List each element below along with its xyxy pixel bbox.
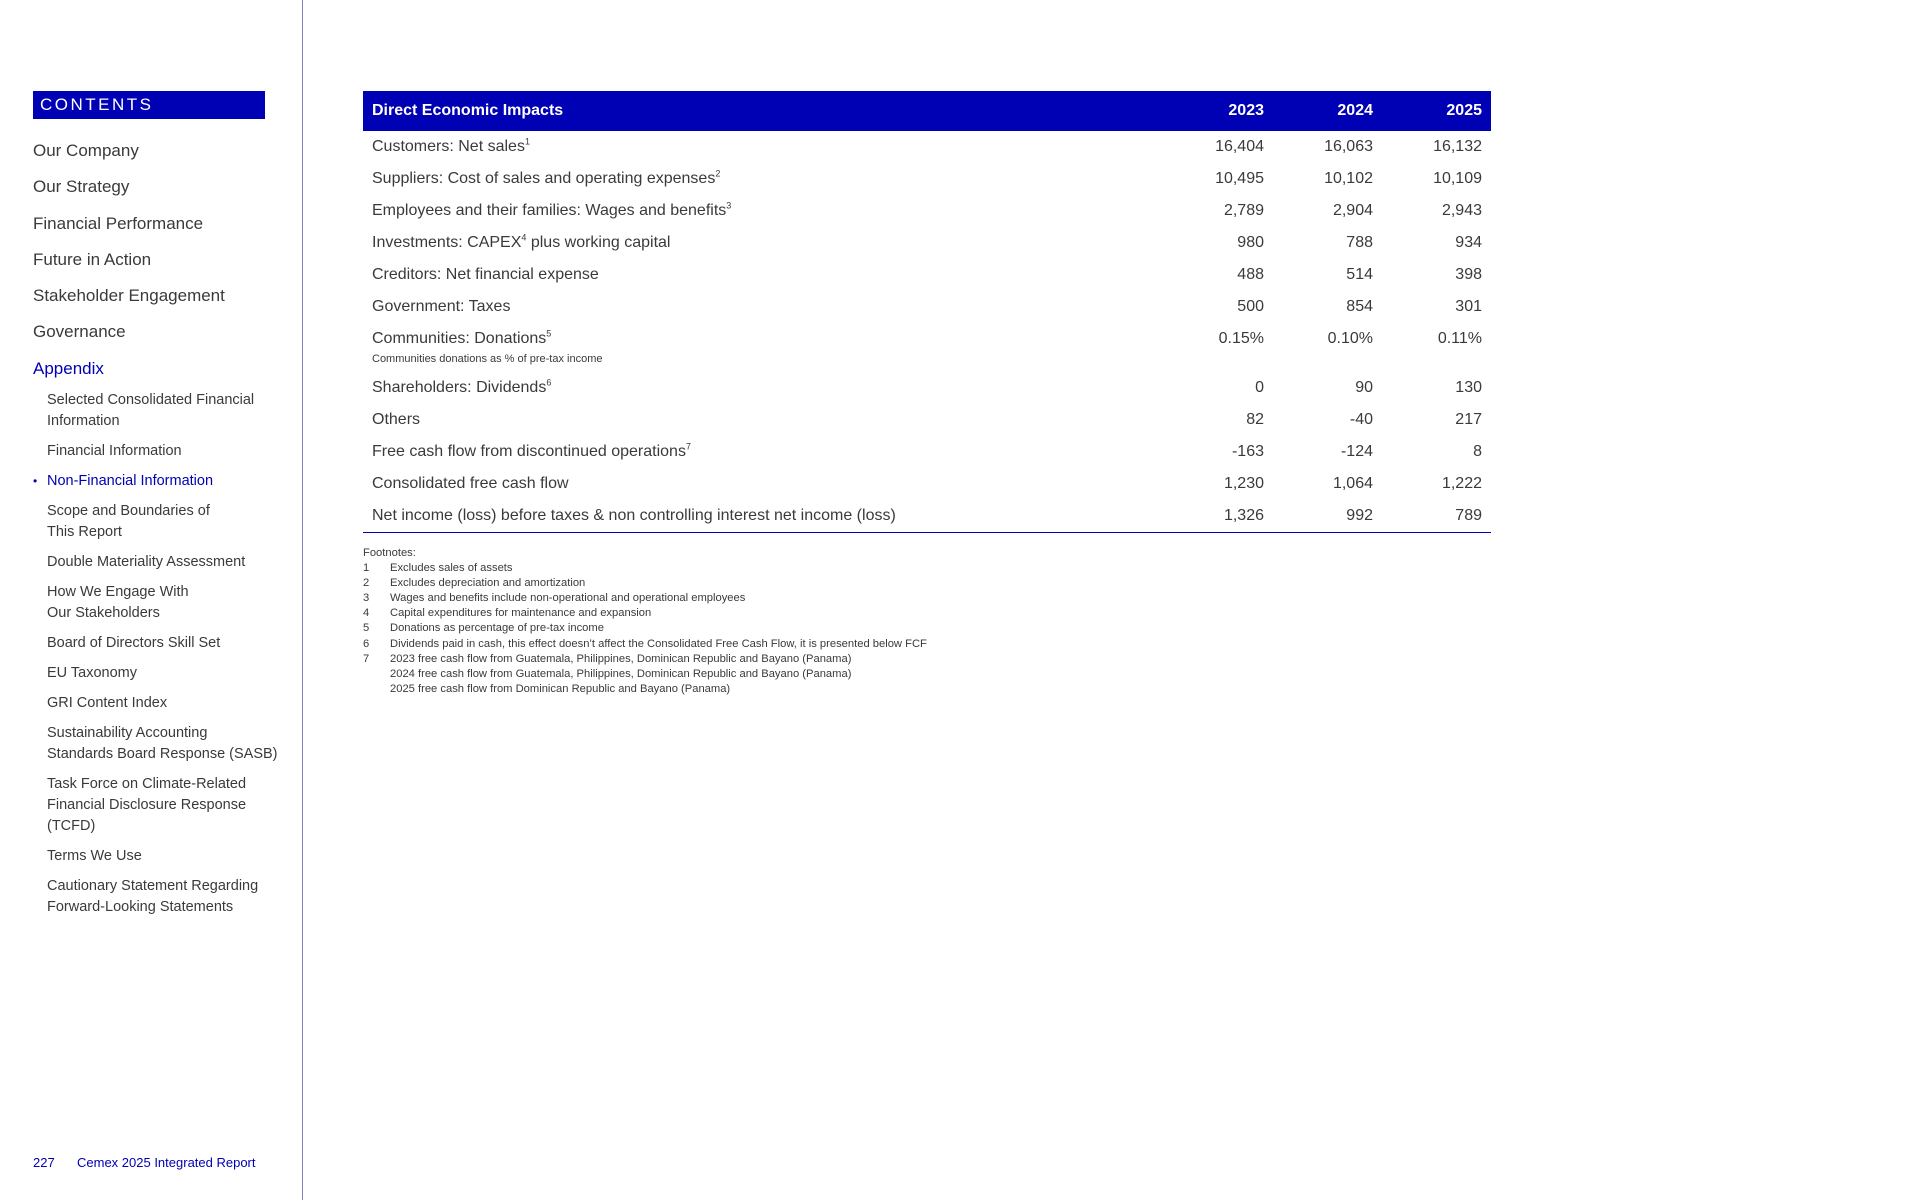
footnote-text: Wages and benefits include non-operational and operational employees (390, 592, 746, 605)
cell-value-2023: 488 (1237, 266, 1264, 283)
cell-value-2024: -40 (1349, 411, 1373, 428)
cell-value-2024: -124 (1340, 443, 1373, 460)
row-label-text: Employees and their families: Wages and benefits (372, 202, 727, 219)
table-row (363, 404, 1491, 436)
table-row (363, 372, 1491, 404)
footnote-number: 6 (363, 637, 370, 650)
nav-subitem-label: Forward-Looking Statements (47, 899, 234, 916)
footnote-ref: 7 (685, 441, 691, 452)
table-body (363, 131, 1491, 532)
row-label-text: Creditors: Net financial expense (372, 266, 599, 283)
row-label (363, 163, 1164, 195)
footnote (363, 652, 927, 667)
footnote-text: 2024 free cash flow from Guatemala, Philippines, Dominican Republic and Bayano (Panama) (390, 667, 852, 680)
row-label (363, 468, 1164, 500)
nav-subitem-cautionary-statement-regarding-forward-looking-statements[interactable] (33, 876, 293, 918)
cell-value-2024: 16,063 (1324, 138, 1373, 155)
table-row (363, 436, 1491, 468)
footnotes (363, 546, 927, 697)
nav-subitem-label: GRI Content Index (47, 695, 168, 712)
nav-item-appendix[interactable]: Appendix (33, 358, 104, 378)
table-header-label: Direct Economic Impacts (363, 91, 1164, 131)
table-row (363, 163, 1491, 195)
cell-value-2025: 301 (1455, 298, 1482, 315)
nav-subitem-label: This Report (47, 524, 122, 541)
nav-subitem-label: Standards Board Response (SASB) (47, 746, 278, 763)
row-note: Communities donations as % of pre-tax income (372, 353, 603, 365)
nav-subitem-label: Financial Information (47, 443, 182, 460)
footnote (363, 667, 927, 682)
table-row (363, 468, 1491, 500)
cell-value-2024: 10,102 (1324, 170, 1373, 187)
footnote-number: 5 (363, 622, 370, 635)
cell-value-2023: 0 (1255, 379, 1264, 396)
row-label-text: Others (372, 411, 421, 428)
cell-value-2025: 10,109 (1433, 170, 1482, 187)
cell-value-2025: 934 (1455, 234, 1482, 251)
table-row (363, 500, 1491, 532)
nav-subitem-how-we-engage-with-our-stakeholders[interactable] (33, 582, 293, 624)
footnote-number: 3 (363, 592, 370, 605)
footnote-ref: 1 (524, 136, 530, 147)
nav-subitem-label: Our Stakeholders (47, 605, 160, 622)
nav-subitem-label: Selected Consolidated Financial (47, 392, 255, 409)
table-row (363, 227, 1491, 259)
cell-value-2025: 130 (1455, 379, 1482, 396)
footnote-text: 2025 free cash flow from Dominican Republic and Bayano (Panama) (390, 682, 731, 695)
nav-subitem-label: Board of Directors Skill Set (47, 635, 221, 652)
footnote-text: Excludes depreciation and amortization (390, 577, 586, 590)
footnote-text: Excludes sales of assets (390, 562, 513, 575)
sidebar (0, 0, 303, 1200)
nav-subitem-label: Financial Disclosure Response (47, 797, 247, 814)
nav-item-financial-performance[interactable]: Financial Performance (33, 213, 204, 233)
footnote (363, 576, 927, 591)
nav-subitem-terms-we-use[interactable] (33, 846, 293, 867)
year-header: 2025 (1382, 91, 1491, 131)
nav-subitem-gri-content-index[interactable] (33, 693, 293, 714)
cell-value-2025: 0.11% (1437, 330, 1482, 347)
nav-subitem-board-of-directors-skill-set[interactable] (33, 633, 293, 654)
cell-value-2025: 2,943 (1441, 202, 1482, 219)
row-label-text: Suppliers: Cost of sales and operating expenses (372, 170, 716, 187)
nav-subitem-label: Information (47, 413, 120, 430)
nav-subitem-sustainability-accounting-standards-board-response-sasb[interactable] (33, 723, 293, 765)
cell-value-2023: 980 (1237, 234, 1264, 251)
row-label (363, 227, 1164, 259)
active-bullet: • (33, 474, 38, 489)
nav-subitem-scope-and-boundaries-of-this-report[interactable] (33, 501, 293, 543)
table-of-contents (33, 136, 293, 927)
row-label (363, 195, 1164, 227)
cell-value-2023: 1,230 (1223, 475, 1264, 492)
nav-subitem-task-force-on-climate-related-financial-disclosure-response-tcfd[interactable] (33, 774, 293, 837)
table-row (363, 195, 1491, 227)
footnote (363, 591, 927, 606)
nav-subitem-selected-consolidated-financial-information[interactable] (33, 390, 293, 432)
footnote (363, 561, 927, 576)
cell-value-2023: 500 (1237, 298, 1264, 315)
cell-value-2023: 1,326 (1164, 500, 1273, 532)
footnote-number (363, 667, 390, 682)
nav-subitem-label: EU Taxonomy (47, 665, 137, 682)
nav-subitem-label: Scope and Boundaries of (47, 503, 210, 520)
table-row (363, 259, 1491, 291)
cell-value-2025: 398 (1455, 266, 1482, 283)
row-label-text: Customers: Net sales (372, 138, 525, 155)
nav-subitem-label: Task Force on Climate-Related (47, 776, 247, 793)
row-label (363, 131, 1164, 163)
table-row (363, 323, 1491, 372)
nav-item-stakeholder-engagement[interactable]: Stakeholder Engagement (33, 286, 225, 306)
cell-value-2023: 10,495 (1215, 170, 1264, 187)
row-label-text: Net income (loss) before taxes & non controlling interest net income (loss) (372, 506, 896, 524)
row-label (363, 291, 1164, 323)
nav-subitem-label: Double Materiality Assessment (47, 554, 246, 571)
cell-value-2024: 1,064 (1332, 475, 1373, 492)
row-label (363, 259, 1164, 291)
nav-item-future-in-action[interactable]: Future in Action (33, 249, 152, 269)
nav-subitem-financial-information[interactable] (33, 441, 293, 462)
footnote-number: 4 (363, 607, 370, 620)
table-header-row (363, 91, 1491, 131)
footnote-number (363, 682, 390, 697)
contents-heading: CONTENTS (33, 91, 265, 119)
row-label-text: Shareholders: Dividends (372, 379, 547, 396)
row-label-text: Investments: CAPEX (372, 234, 522, 251)
nav-subitem-label: Cautionary Statement Regarding (47, 878, 259, 895)
direct-economic-impacts-table (363, 91, 1491, 533)
nav-subitem-label: Non-Financial Information (47, 473, 214, 490)
nav-subitem-eu-taxonomy[interactable] (33, 663, 293, 684)
nav-item-governance[interactable]: Governance (33, 322, 126, 342)
report-title: Cemex 2025 Integrated Report (77, 1155, 256, 1170)
cell-value-2025: 217 (1455, 411, 1482, 428)
cell-value-2024: 0.10% (1327, 330, 1373, 347)
row-label-text: Communities: Donations (372, 330, 547, 347)
row-label-text: Consolidated free cash flow (372, 475, 569, 492)
table-row (363, 131, 1491, 163)
cell-value-2024: 514 (1346, 266, 1373, 283)
table-row (363, 291, 1491, 323)
footnote-ref: 4 (521, 232, 527, 243)
cell-value-2023: 82 (1246, 411, 1264, 428)
footnote-ref: 6 (546, 377, 552, 388)
footnote (363, 682, 927, 697)
page-number: 227 (33, 1155, 55, 1170)
nav-subitem-label: How We Engage With (47, 584, 189, 601)
footnote-number: 1 (363, 562, 370, 575)
nav-item-our-company[interactable]: Our Company (33, 141, 139, 160)
cell-value-2023: -163 (1231, 443, 1264, 460)
nav-subitem-label: Sustainability Accounting (47, 725, 208, 742)
row-label (363, 323, 1164, 372)
nav-item-our-strategy[interactable]: Our Strategy (33, 177, 130, 197)
cell-value-2024: 992 (1273, 500, 1382, 532)
cell-value-2023: 0.15% (1218, 330, 1264, 347)
footnote (363, 606, 927, 621)
nav-subitem-non-financial-information[interactable] (33, 471, 293, 492)
footnote-number: 2 (363, 577, 370, 590)
footnote-text: Capital expenditures for maintenance and expansion (390, 607, 652, 620)
year-header: 2024 (1273, 91, 1382, 131)
row-label (363, 500, 1164, 532)
footnote-number: 7 (363, 652, 370, 665)
cell-value-2023: 2,789 (1223, 202, 1264, 219)
row-label (363, 436, 1164, 468)
cell-value-2025: 1,222 (1441, 475, 1482, 492)
row-label (363, 404, 1164, 436)
footnote-text: Donations as percentage of pre-tax income (390, 622, 604, 635)
footnote-text: 2023 free cash flow from Guatemala, Philippines, Dominican Republic and Bayano (Panama) (390, 652, 852, 665)
row-label-text: Free cash flow from discontinued operations (372, 443, 686, 460)
cell-value-2023: 16,404 (1215, 138, 1264, 155)
cell-value-2024: 90 (1355, 379, 1373, 396)
footnote-ref: 2 (715, 168, 721, 179)
footnote (363, 637, 927, 652)
cell-value-2025: 789 (1382, 500, 1491, 532)
nav-subitem-label: (TCFD) (47, 818, 96, 835)
footnote-ref: 5 (546, 328, 552, 339)
footnotes-title: Footnotes: (363, 547, 416, 559)
year-header: 2023 (1164, 91, 1273, 131)
cell-value-2025: 16,132 (1433, 138, 1482, 155)
footnote (363, 621, 927, 636)
nav-subitem-double-materiality-assessment[interactable] (33, 552, 293, 573)
footnote-ref: 3 (726, 200, 732, 211)
cell-value-2024: 2,904 (1332, 202, 1373, 219)
row-label (363, 372, 1164, 404)
footnote-text: Dividends paid in cash, this effect doesn’t affect the Consolidated Free Cash Flow, it is presented below FCF (390, 637, 927, 650)
row-label-text: plus working capital (526, 234, 671, 251)
cell-value-2024: 854 (1346, 298, 1373, 315)
cell-value-2025: 8 (1473, 443, 1482, 460)
row-label-text: Government: Taxes (372, 298, 511, 315)
nav-subitem-label: Terms We Use (47, 848, 142, 865)
cell-value-2024: 788 (1346, 234, 1373, 251)
